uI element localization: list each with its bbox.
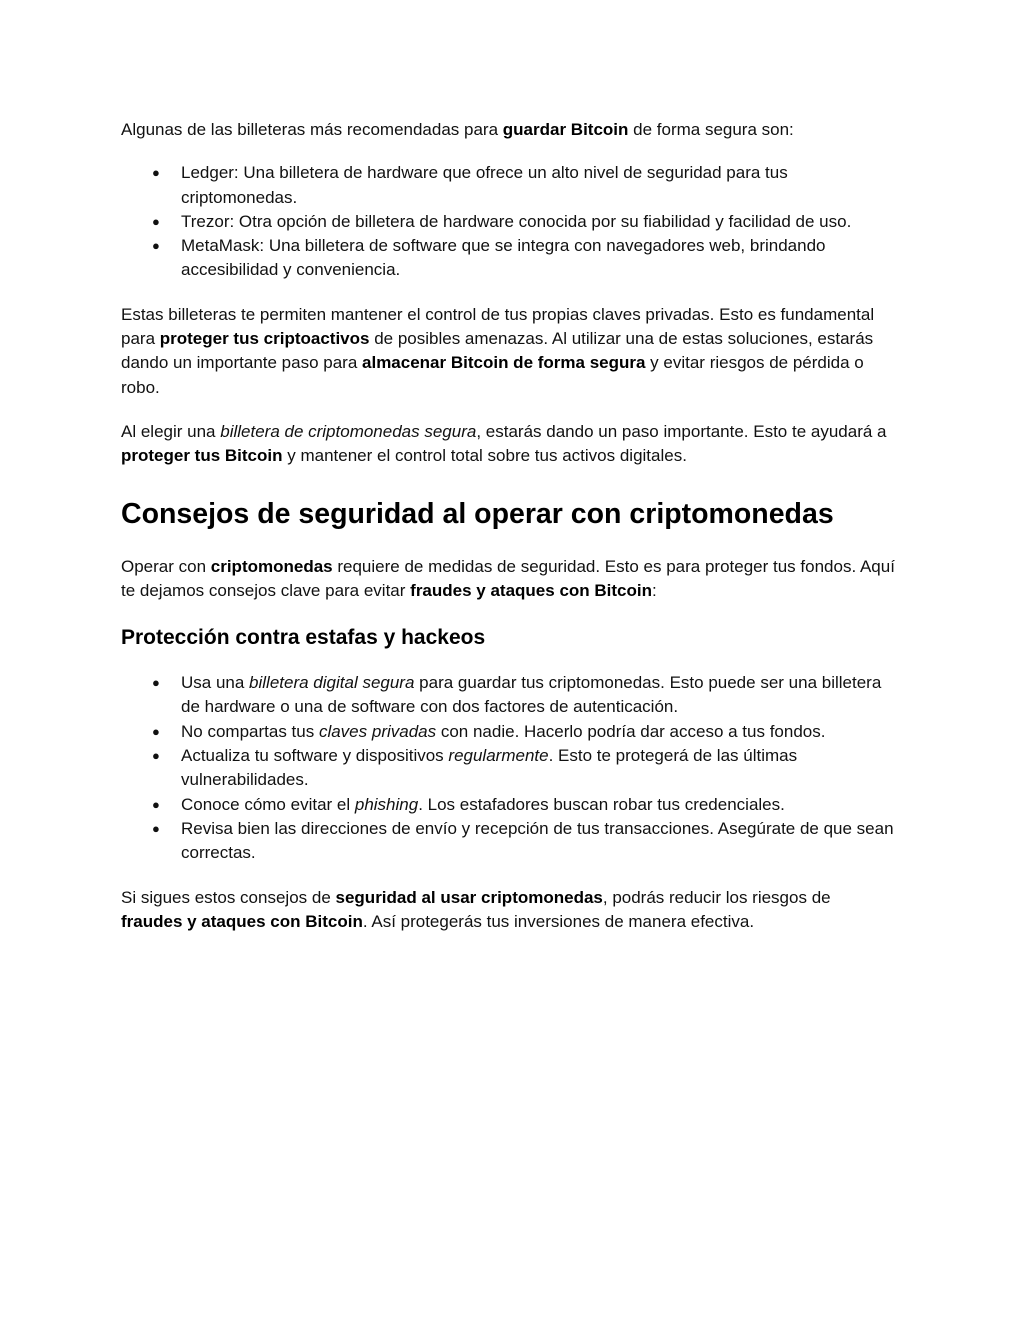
- wallets-list: [121, 161, 896, 282]
- list-item: [121, 210, 896, 234]
- italic-text: regularmente: [448, 746, 549, 766]
- text-span: Revisa bien las direcciones de envío y recepción de tus transacciones. Asegúrate de que sean correctas.: [181, 818, 894, 863]
- text-span: No compartas tus: [181, 721, 319, 741]
- bold-text: criptomonedas: [210, 556, 333, 576]
- text-span: Si sigues estos consejos de: [121, 887, 336, 907]
- text-span: y mantener el control total sobre tus activos digitales.: [282, 446, 687, 466]
- list-item: [121, 744, 896, 793]
- text-span: con nadie. Hacerlo podría dar acceso a tus fondos.: [436, 721, 826, 741]
- bullet-icon: ●: [152, 213, 160, 229]
- bullet-icon: ●: [152, 675, 160, 691]
- text-span: . Los estafadores buscan robar tus credenciales.: [418, 794, 785, 814]
- italic-text: billetera digital segura: [249, 673, 415, 693]
- bold-text: guardar Bitcoin: [502, 120, 629, 139]
- bold-text: proteger tus criptoactivos: [159, 329, 370, 349]
- italic-text: phishing: [354, 794, 419, 814]
- list-item: [121, 671, 896, 720]
- intro-paragraph: [121, 118, 896, 142]
- tips-list: [121, 671, 896, 865]
- bold-text: proteger tus Bitcoin: [121, 446, 283, 466]
- bullet-icon: ●: [152, 165, 160, 181]
- paragraph: [121, 303, 896, 400]
- text-span: de forma segura son:: [628, 120, 794, 139]
- text-span: , podrás reducir los riesgos de: [602, 887, 831, 907]
- italic-text: billetera de criptomonedas segura: [220, 421, 477, 441]
- list-item: [121, 817, 896, 866]
- paragraph: [121, 886, 896, 935]
- paragraph: [121, 555, 896, 604]
- text-span: , estarás dando un paso importante. Esto te ayudará a: [476, 421, 887, 441]
- bullet-icon: ●: [152, 723, 160, 739]
- bold-text: almacenar Bitcoin de forma segura: [362, 353, 646, 373]
- text-span: para guardar tus criptomonedas. Esto puede ser una billetera de hardware o una de software con dos factores de autenticación.: [181, 673, 882, 717]
- bullet-icon: ●: [152, 796, 160, 812]
- bold-text: fraudes y ataques con Bitcoin: [410, 580, 652, 600]
- text-span: requiere de medidas de seguridad. Esto es para proteger tus fondos. Aquí te dejamos consejos clave para evitar: [121, 556, 895, 600]
- bold-text: fraudes y ataques con Bitcoin: [121, 911, 363, 931]
- text-span: Operar con: [121, 556, 211, 576]
- text-span: de posibles amenazas. Al utilizar una de estas soluciones, estarás dando un importante paso para: [121, 329, 874, 373]
- list-item: [121, 720, 896, 744]
- bullet-icon: ●: [152, 820, 160, 836]
- text-span: . Así protegerás tus inversiones de manera efectiva.: [362, 911, 755, 931]
- list-item: [121, 161, 896, 210]
- text-span: Usa una: [181, 673, 250, 693]
- bullet-icon: ●: [152, 748, 160, 764]
- text-span: Estas billeteras te permiten mantener el control de tus propias claves privadas. Esto es fundamental para: [121, 304, 875, 349]
- text-span: . Esto te protegerá de las últimas vulnerabilidades.: [181, 746, 798, 790]
- list-item-text: Ledger: Una billetera de hardware que ofrece un alto nivel de seguridad para tus criptomonedas.: [181, 163, 788, 207]
- bold-text: seguridad al usar criptomonedas: [335, 887, 603, 907]
- subsection-heading: Protección contra estafas y hackeos: [121, 626, 486, 650]
- list-item: [121, 793, 896, 817]
- list-item: [121, 234, 896, 283]
- text-span: Algunas de las billeteras más recomendadas para: [121, 120, 503, 139]
- document-page: [121, 118, 896, 954]
- text-span: Conoce cómo evitar el: [181, 794, 355, 814]
- text-span: Al elegir una: [121, 421, 221, 441]
- text-span: y evitar riesgos de pérdida o robo.: [121, 353, 864, 397]
- paragraph: [121, 420, 896, 469]
- text-span: Actualiza tu software y dispositivos: [181, 746, 449, 766]
- list-item-text: Trezor: Otra opción de billetera de hardware conocida por su fiabilidad y facilidad de uso.: [181, 211, 852, 231]
- bullet-icon: ●: [152, 238, 160, 254]
- section-heading: Consejos de seguridad al operar con criptomonedas: [121, 497, 834, 530]
- text-span: :: [652, 580, 657, 600]
- italic-text: claves privadas: [318, 721, 437, 741]
- list-item-text: MetaMask: Una billetera de software que se integra con navegadores web, brindando accesibilidad y conveniencia.: [181, 236, 826, 280]
